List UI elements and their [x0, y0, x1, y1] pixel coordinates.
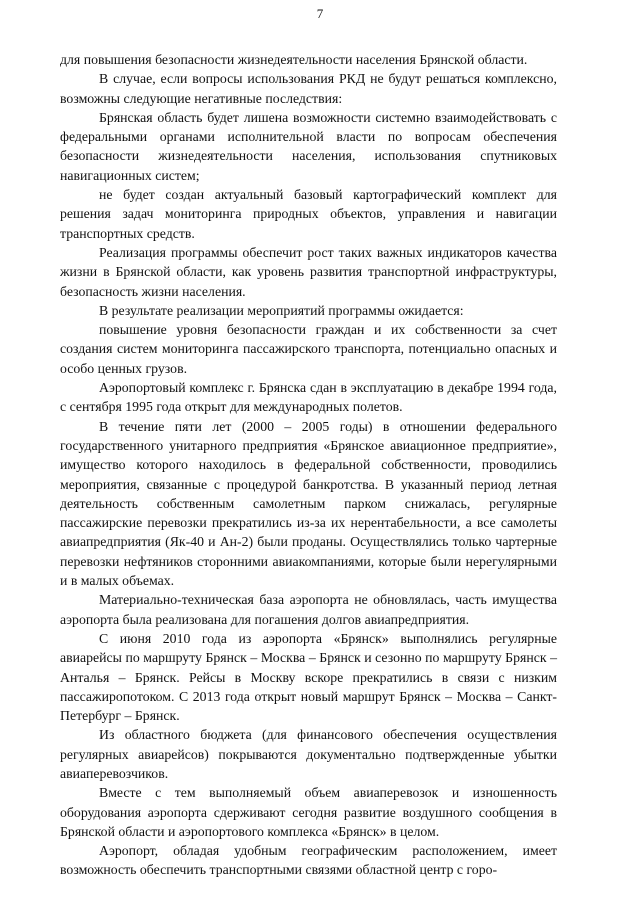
- paragraph: В результате реализации мероприятий программы ожидается:: [99, 302, 464, 318]
- paragraph: Аэропорт, обладая удобным географическим расположением, имеет возможность обеспечить транспортными связями областной центр с горо-: [60, 843, 557, 878]
- paragraph: повышение уровня безопасности граждан и их собственности за счет создания систем мониторинга пассажирского транспорта, потенциально опасных и особо ценных грузов.: [60, 322, 557, 376]
- paragraph: Вместе с тем выполняемый объем авиаперевозок и изношенность оборудования аэропорта сдерживают сегодня развитие воздушного сообщения в Брянской области и аэропортового комплекса «Брянск» в целом.: [60, 785, 557, 839]
- paragraph: В течение пяти лет (2000 – 2005 годы) в отношении федерального государственного унитарного предприятия «Брянское авиационное предприятие», имущество которого находилось в федеральной собственности, проводились мероприятия, связанные с процедурой банкротства. В указанный период летная деятельность собственным самолетным парком снижалась, регулярные пассажирские перевозки прекратились из-за их нерентабельности, а все самолеты авиапредприятия (Як-40 и Ан-2) были проданы. Осуществлялись только чартерные перевозки нефтяников сторонними авиакомпаниями, которые были нерегулярными и в малых объемах.: [60, 418, 557, 589]
- paragraph: Аэропортовый комплекс г. Брянска сдан в эксплуатацию в декабре 1994 года, с сентября 1995 года открыт для международных полетов.: [60, 380, 557, 415]
- document-body: [60, 50, 557, 880]
- paragraph: не будет создан актуальный базовый картографический комплект для решения задач мониторинга природных объектов, управления и навигации транспортных средств.: [60, 187, 557, 241]
- paragraph: Брянская область будет лишена возможности системно взаимодействовать с федеральными органами исполнительной власти по вопросам обеспечения безопасности жизнедеятельности населения, использования спутниковых навигационных систем;: [60, 109, 557, 183]
- paragraph: для повышения безопасности жизнедеятельности населения Брянской области.: [60, 52, 528, 67]
- page-number: 7: [316, 6, 324, 21]
- paragraph: С июня 2010 года из аэропорта «Брянск» выполнялись регулярные авиарейсы по маршруту Брянск – Москва – Брянск и сезонно по маршруту Брянск – Анталья – Брянск. Рейсы в Москву вскоре прекратились в связи с низким пассажиропотоком. С 2013 года открыт новый маршрут Брянск – Москва – Санкт-Петербург – Брянск.: [60, 630, 557, 724]
- paragraph: Из областного бюджета (для финансового обеспечения осуществления регулярных авиарейсов) покрываются документально подтвержденные убытки авиаперевозчиков.: [60, 727, 557, 781]
- paragraph: В случае, если вопросы использования РКД не будут решаться комплексно, возможны следующие негативные последствия:: [60, 71, 557, 106]
- paragraph: Реализация программы обеспечит рост таких важных индикаторов качества жизни в Брянской области, как уровень развития транспортной инфраструктуры, безопасность жизни населения.: [60, 244, 557, 299]
- paragraph: Материально-техническая база аэропорта не обновлялась, часть имущества аэропорта была реализована для погашения долгов авиапредприятия.: [60, 592, 557, 627]
